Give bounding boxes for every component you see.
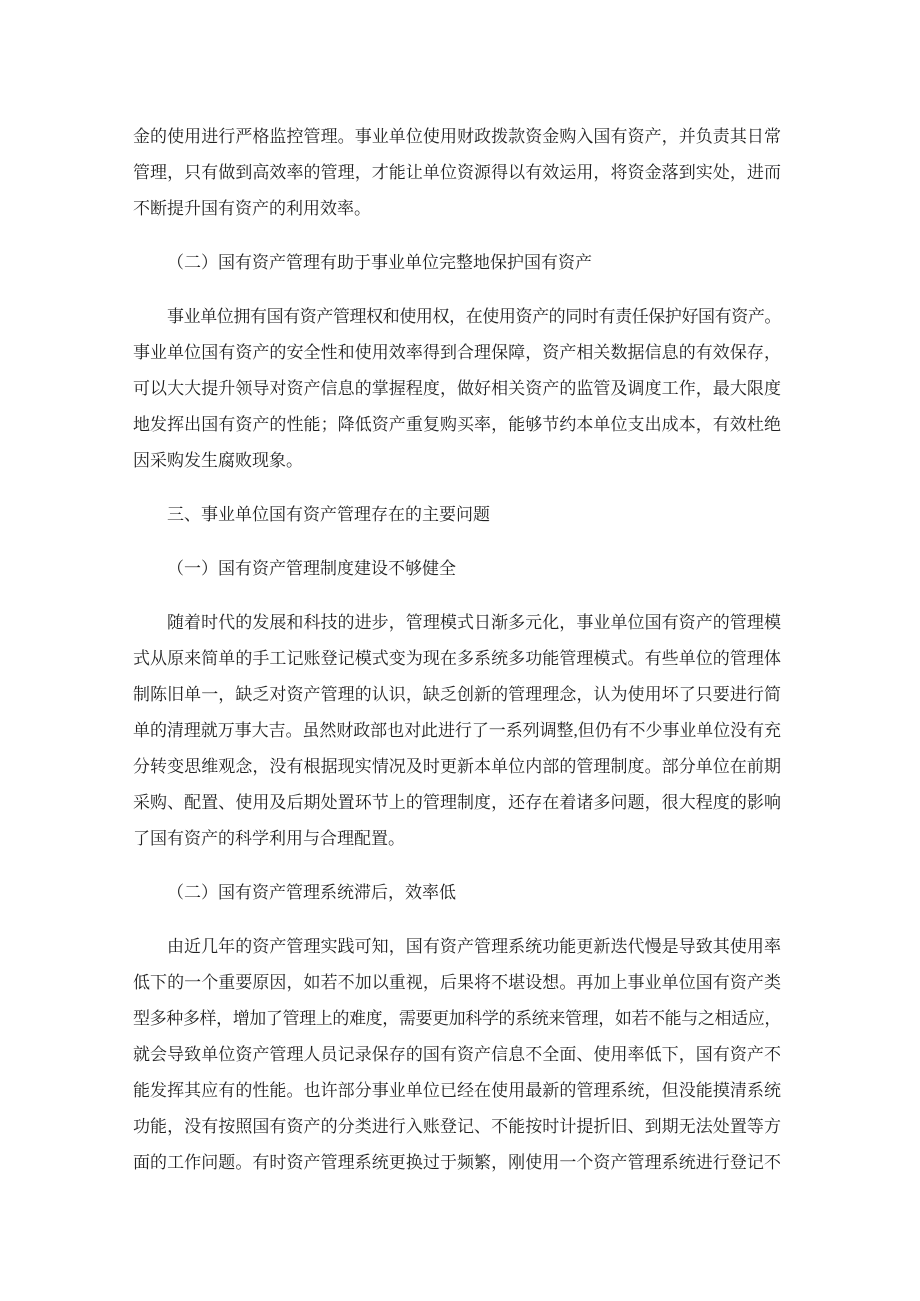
text-line: 事业单位国有资产的安全性和使用效率得到合理保障，资产相关数据信息的有效保存， [133,343,782,362]
heading-line: 三、事业单位国有资产管理存在的主要问题 [167,505,490,524]
text-line: 式从原来简单的手工记账登记模式变为现在多系统多功能管理模式。有些单位的管理体 [133,649,782,668]
text-line: 金的使用进行严格监控管理。事业单位使用财政拨款资金购入国有资产，并负责其日常 [133,127,782,146]
text-line: 管理，只有做到高效率的管理，才能让单位资源得以有效运用，将资金落到实处，进而 [133,163,782,182]
text-line: 了国有资产的科学利用与合理配置。 [133,829,405,848]
section-heading [133,497,782,533]
text-line: 能发挥其应有的性能。也许部分事业单位已经在使用最新的管理系统，但没能摸清系统 [133,1081,782,1100]
section-heading [133,875,782,911]
paragraph [133,929,782,1181]
text-line: 低下的一个重要原因，如若不加以重视，后果将不堪设想。再加上事业单位国有资产类 [133,973,782,992]
document-body [133,119,782,1181]
text-line: 采购、配置、使用及后期处置环节上的管理制度，还存在着诸多问题，很大程度的影响 [133,793,782,812]
section-heading [133,245,782,281]
text-line: 不断提升国有资产的利用效率。 [133,199,371,218]
paragraph [133,605,782,857]
text-line: 地发挥出国有资产的性能；降低资产重复购买率，能够节约本单位支出成本，有效杜绝 [133,415,782,434]
text-line: 因采购发生腐败现象。 [133,451,303,470]
paragraph [133,299,782,479]
text-line: 由近几年的资产管理实践可知，国有资产管理系统功能更新迭代慢是导致其使用率 [167,937,782,956]
heading-line: （二）国有资产管理有助于事业单位完整地保护国有资产 [167,253,592,272]
heading-line: （二）国有资产管理系统滞后，效率低 [167,883,456,902]
text-line: 型多种多样，增加了管理上的难度，需要更加科学的系统来管理，如若不能与之相适应， [133,1009,781,1028]
text-line: 制陈旧单一，缺乏对资产管理的认识，缺乏创新的管理理念，认为使用坏了只要进行简 [133,685,782,704]
text-line: 面的工作问题。有时资产管理系统更换过于频繁，刚使用一个资产管理系统进行登记不 [133,1153,782,1172]
section-heading [133,551,782,587]
text-line: 就会导致单位资产管理人员记录保存的国有资产信息不全面、使用率低下，国有资产不 [133,1045,782,1064]
paragraph [133,119,782,227]
text-line: 随着时代的发展和科技的进步，管理模式日渐多元化，事业单位国有资产的管理模 [167,613,782,632]
text-line: 可以大大提升领导对资产信息的掌握程度，做好相关资产的监管及调度工作，最大限度 [133,379,782,398]
text-line: 功能，没有按照国有资产的分类进行入账登记、不能按时计提折旧、到期无法处置等方 [133,1117,782,1136]
heading-line: （一）国有资产管理制度建设不够健全 [167,559,456,578]
text-line: 分转变思维观念，没有根据现实情况及时更新本单位内部的管理制度。部分单位在前期 [133,757,782,776]
text-line: 事业单位拥有国有资产管理权和使用权，在使用资产的同时有责任保护好国有资产。 [167,307,782,326]
text-line: 单的清理就万事大吉。虽然财政部也对此进行了一系列调整,但仍有不少事业单位没有充 [133,721,781,740]
